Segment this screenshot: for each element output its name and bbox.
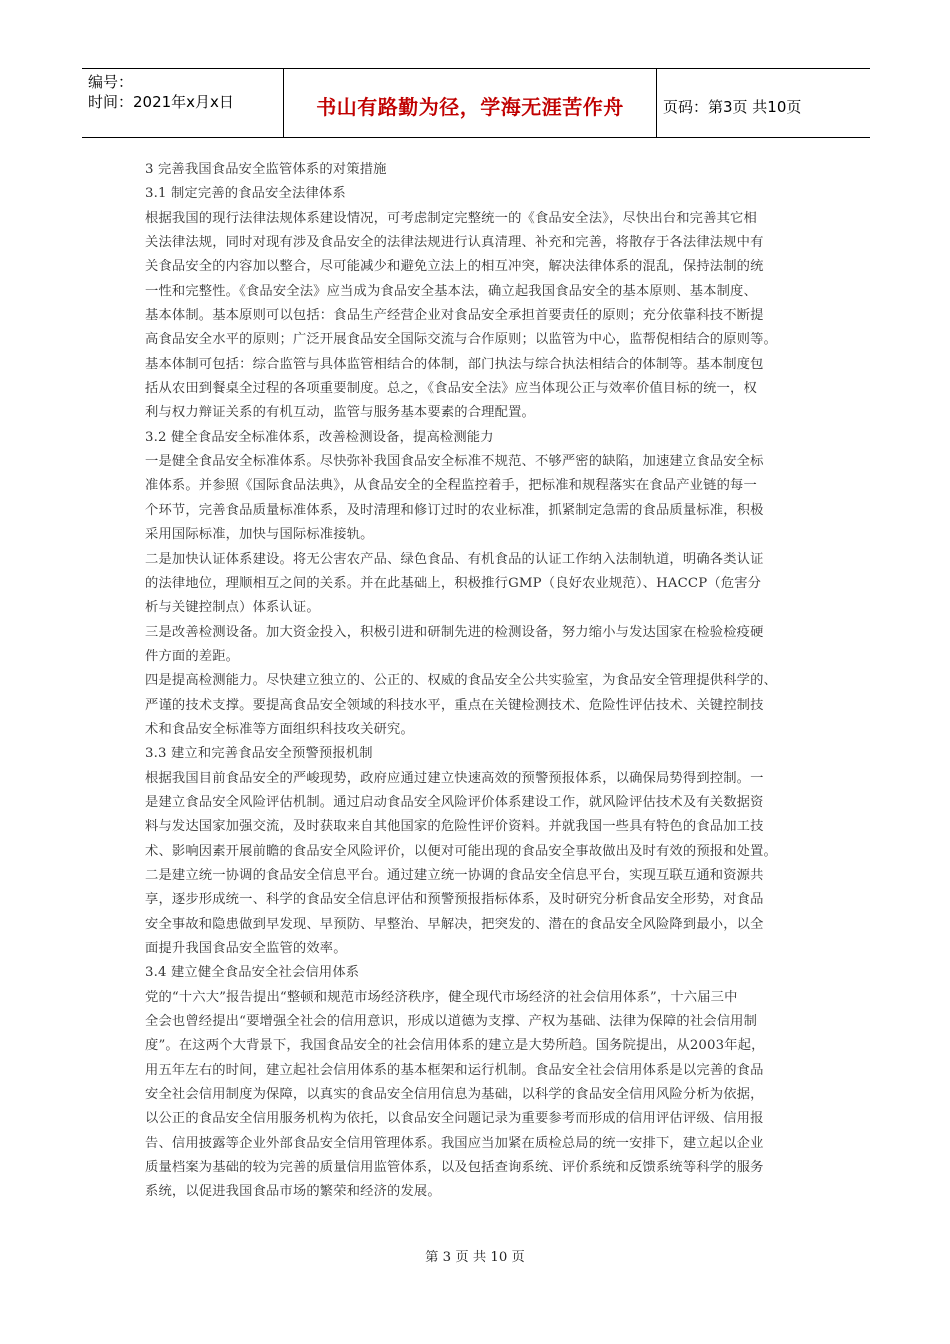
text-line: 二是加快认证体系建设。将无公害农产品、绿色食品、有机食品的认证工作纳入法制轨道，明确各类认证 bbox=[145, 551, 764, 567]
text-line: 系统，以促进我国食品市场的繁荣和经济的发展。 bbox=[145, 1184, 441, 1200]
section-heading: 3 完善我国食品安全监管体系的对策措施 bbox=[145, 162, 387, 177]
text-line: 基本体制可包括：综合监管与具体监管相结合的体制，部门执法与综合执法相结合的体制等。基本制度包 bbox=[145, 356, 764, 372]
header-motto: 书山有路勤为径，学海无涯苦作舟 bbox=[316, 94, 624, 119]
text-line: 党的“十六大”报告提出“整顿和规范市场经济秩序，健全现代市场经济的社会信用体系”，十六届三中 bbox=[145, 989, 738, 1005]
text-line: 以公正的食品安全信用服务机构为依托，以食品安全问题记录为重要参考而形成的信用评估评级、信用报 bbox=[145, 1111, 764, 1127]
header-page-info: 页码：第3页 共10页 bbox=[663, 97, 802, 116]
text-line: 二是建立统一协调的食品安全信息平台。通过建立统一协调的食品安全信息平台，实现互联互通和资源共 bbox=[145, 867, 764, 883]
header-meta bbox=[82, 69, 284, 137]
text-line: 一是健全食品安全标准体系。尽快弥补我国食品安全标准不规范、不够严密的缺陷，加速建立食品安全标 bbox=[145, 454, 764, 470]
document-body bbox=[145, 158, 809, 1205]
subsection-heading: 3.1 制定完善的食品安全法律体系 bbox=[145, 186, 346, 202]
text-line: 基本体制。基本原则可以包括：食品生产经营企业对食品安全承担首要责任的原则；充分依靠科技不断提 bbox=[145, 308, 764, 324]
text-line: 全会也曾经提出“要增强全社会的信用意识，形成以道德为支撑、产权为基础、法律为保障的社会信用制 bbox=[145, 1014, 758, 1030]
text-line: 根据我国的现行法律法规体系建设情况，可考虑制定完整统一的《食品安全法》，尽快出台和完善其它相 bbox=[145, 210, 757, 226]
subsection-heading: 3.2 健全食品安全标准体系，改善检测设备，提高检测能力 bbox=[145, 429, 494, 445]
document-number-label: 编号： bbox=[88, 73, 134, 91]
text-line: 严谨的技术支撑。要提高食品安全领域的科技水平，重点在关键检测技术、危险性评估技术、关键控制技 bbox=[145, 697, 764, 713]
text-line: 告、信用披露等企业外部食品安全信用管理体系。我国应当加紧在质检总局的统一安排下，建立起以企业 bbox=[145, 1135, 764, 1151]
text-line: 根据我国目前食品安全的严峻现势，政府应通过建立快速高效的预警预报体系，以确保局势得到控制。一 bbox=[145, 770, 764, 786]
page-header bbox=[82, 68, 870, 138]
header-motto-cell bbox=[284, 69, 657, 137]
text-line: 件方面的差距。 bbox=[145, 648, 240, 664]
text-line: 高食品安全水平的原则；广泛开展食品安全国际交流与合作原则；以监管为中心，监帮倪相结合的原则等。 bbox=[145, 332, 778, 348]
text-line: 准体系。并参照《国际食品法典》，从食品安全的全程监控着手，把标准和规程落实在食品产业链的每一 bbox=[145, 478, 757, 494]
text-line: 括从农田到餐桌全过程的各项重要制度。总之，《食品安全法》应当体现公正与效率价值目标的统一，权 bbox=[145, 381, 757, 397]
text-line: 一性和完整性。《食品安全法》应当成为食品安全基本法，确立起我国食品安全的基本原则、基本制度、 bbox=[145, 283, 757, 299]
text-line: 关食品安全的内容加以整合，尽可能减少和避免立法上的相互冲突，解决法律体系的混乱，保持法制的统 bbox=[145, 259, 764, 275]
text-line: 安全事故和隐患做到早发现、早预防、早整治、早解决，把突发的、潜在的食品安全风险降到最小，以全 bbox=[145, 916, 764, 932]
text-line: 料与发达国家加强交流，及时获取来自其他国家的危险性评价资料。并就我国一些具有特色的食品加工技 bbox=[145, 819, 764, 835]
text-line: 三是改善检测设备。加大资金投入，积极引进和研制先进的检测设备，努力缩小与发达国家在检验检疫硬 bbox=[145, 624, 764, 640]
text-line: 度”。在这两个大背景下，我国食品安全的社会信用体系的建立是大势所趋。国务院提出，从2003年起， bbox=[145, 1038, 765, 1054]
page-footer bbox=[0, 1246, 950, 1265]
text-line: 析与关键控制点）体系认证。 bbox=[145, 600, 320, 616]
text-line: 利与权力辩证关系的有机互动，监管与服务基本要素的合理配置。 bbox=[145, 405, 535, 421]
text-line: 的法律地位，理顺相互之间的关系。并在此基础上，积极推行GMP（良好农业规范）、HACCP（危害分 bbox=[145, 575, 762, 591]
text-line: 个环节，完善食品质量标准体系，及时清理和修订过时的农业标准，抓紧制定急需的食品质量标准，积极 bbox=[145, 502, 764, 518]
text-line: 术和食品安全标准等方面组织科技攻关研究。 bbox=[145, 721, 414, 737]
text-line: 关法律法规，同时对现有涉及食品安全的法律法规进行认真清理、补充和完善，将散存于各法律法规中有 bbox=[145, 235, 764, 251]
text-line: 用五年左右的时间，建立起社会信用体系的基本框架和运行机制。食品安全社会信用体系是以完善的食品 bbox=[145, 1062, 764, 1078]
subsection-heading: 3.4 建立健全食品安全社会信用体系 bbox=[145, 965, 360, 981]
text-line: 享，逐步形成统一、科学的食品安全信息评估和预警预报指标体系，及时研究分析食品安全形势，对食品 bbox=[145, 892, 764, 908]
footer-page-number: 第 3 页 共 10 页 bbox=[425, 1250, 525, 1265]
document-date: 时间：2021年x月x日 bbox=[88, 93, 234, 111]
text-line: 四是提高检测能力。尽快建立独立的、公正的、权威的食品安全公共实验室，为食品安全管理提供科学的、 bbox=[145, 673, 778, 689]
text-line: 安全社会信用制度为保障，以真实的食品安全信用信息为基础，以科学的食品安全信用风险分析为依据， bbox=[145, 1087, 764, 1103]
text-line: 采用国际标准，加快与国际标准接轨。 bbox=[145, 527, 374, 543]
text-line: 质量档案为基础的较为完善的质量信用监管体系，以及包括查询系统、评价系统和反馈系统等科学的服务 bbox=[145, 1160, 764, 1176]
subsection-heading: 3.3 建立和完善食品安全预警预报机制 bbox=[145, 746, 373, 762]
text-line: 术、影响因素开展前瞻的食品安全风险评价，以便对可能出现的食品安全事故做出及时有效的预报和处置。 bbox=[145, 843, 778, 859]
text-line: 是建立食品安全风险评估机制。通过启动食品安全风险评价体系建设工作，就风险评估技术及有关数据资 bbox=[145, 794, 764, 810]
text-line: 面提升我国食品安全监管的效率。 bbox=[145, 941, 347, 956]
